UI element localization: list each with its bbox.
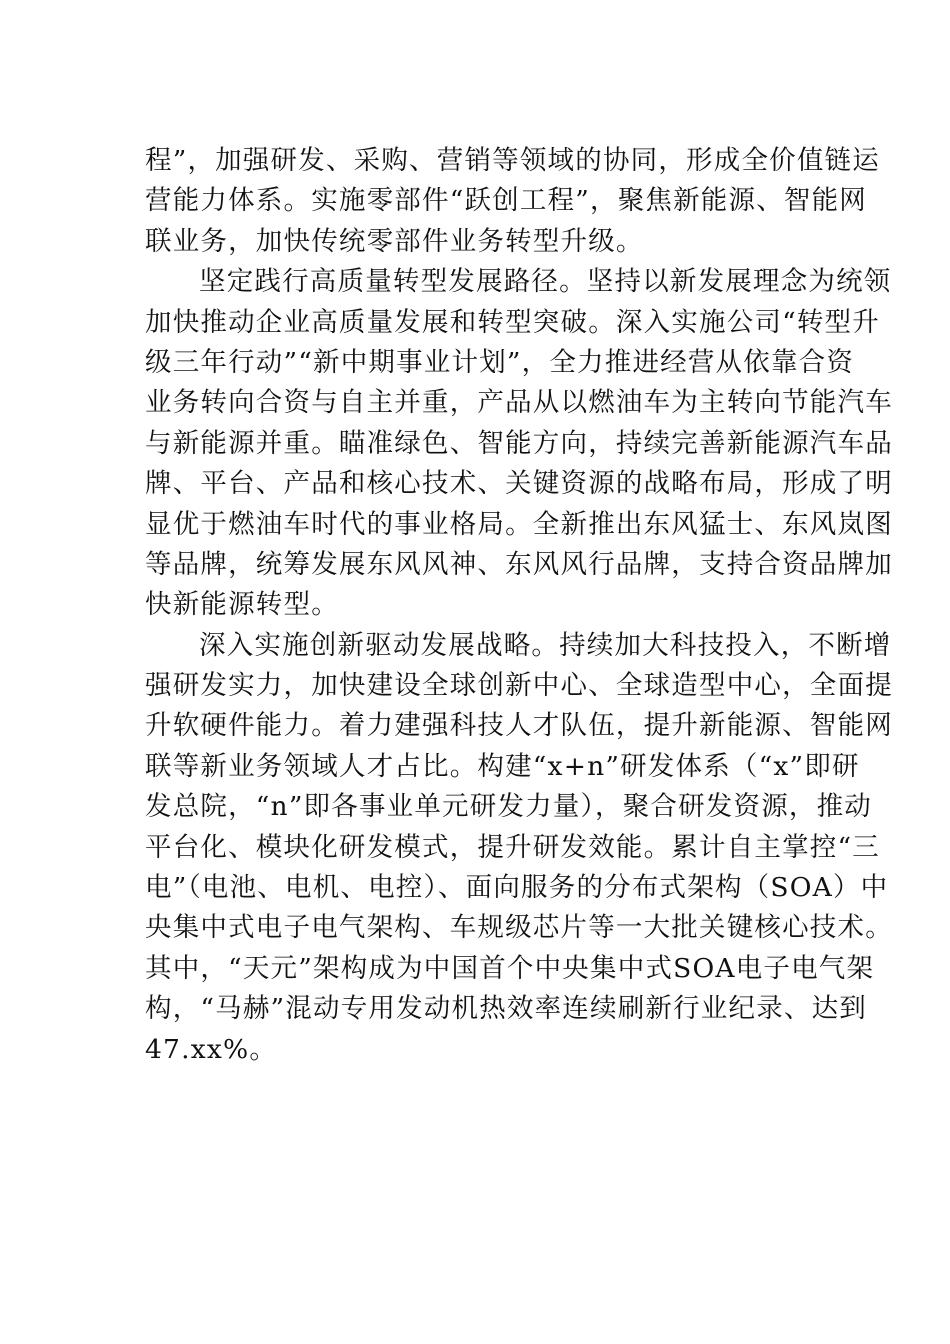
- paragraph-2-line-9: 快新能源转型。: [145, 589, 339, 621]
- paragraph-3-line-9: 其中，“天元”架构成为中国首个中央集中式SOA电子电气架: [145, 952, 875, 984]
- paragraph-2-line-4: 业务转向合资与自主并重，产品从以燃油车为主转向节能汽车: [145, 387, 893, 419]
- body-text: [145, 141, 893, 1070]
- paragraph-3-line-6: 平台化、模块化研发模式，提升研发效能。累计自主掌控“三: [145, 831, 880, 863]
- paragraph-3-line-7: 电”（电池、电机、电控）、面向服务的分布式架构（SOA）中: [145, 872, 889, 904]
- paragraph-3-line-11: 47.xx%。: [145, 1033, 278, 1065]
- paragraph-3-line-4: 联等新业务领域人才占比。构建“x+n”研发体系（“x”即研: [145, 750, 860, 782]
- paragraph-1-line-1: 程”，加强研发、采购、营销等领域的协同，形成全价值链运: [145, 145, 880, 176]
- paragraph-2-line-7: 显优于燃油车时代的事业格局。全新推出东风猛士、东风岚图: [145, 508, 893, 540]
- paragraph-2-line-5: 与新能源并重。瞄准绿色、智能方向，持续完善新能源汽车品: [145, 427, 893, 459]
- paragraph-3-line-2: 强研发实力，加快建设全球创新中心、全球造型中心，全面提: [145, 670, 893, 702]
- paragraph-3-line-3: 升软硬件能力。着力建强科技人才队伍，提升新能源、智能网: [145, 710, 893, 742]
- paragraph-3-line-8: 央集中式电子电气架构、车规级芯片等一大批关键核心技术。: [145, 912, 893, 944]
- paragraph-3-line-5: 发总院，“n”即各事业单元研发力量），聚合研发资源，推动: [145, 791, 873, 823]
- paragraph-2-line-3: 级三年行动”“新中期事业计划”，全力推进经营从依靠合资: [145, 346, 855, 378]
- paragraph-2-line-2: 加快推动企业高质量发展和转型突破。深入实施公司“转型升: [145, 306, 880, 338]
- paragraph-3-line-10: 构，“马赫”混动专用发动机热效率连续刷新行业纪录、达到: [145, 993, 867, 1025]
- paragraph-1-line-3: 联业务，加快传统零部件业务转型升级。: [145, 225, 644, 257]
- paragraph-1-line-2: 营能力体系。实施零部件“跃创工程”，聚焦新能源、智能网: [145, 185, 867, 217]
- paragraph-2-line-8: 等品牌，统筹发展东风风神、东风风行品牌，支持合资品牌加: [145, 548, 893, 580]
- paragraph-2-line-1: 坚定践行高质量转型发展路径。坚持以新发展理念为统领: [199, 266, 892, 298]
- paragraph-2-line-6: 牌、平台、产品和核心技术、关键资源的战略布局，形成了明: [145, 468, 893, 500]
- paragraph-3-line-1: 深入实施创新驱动发展战略。持续加大科技投入，不断增: [199, 629, 892, 661]
